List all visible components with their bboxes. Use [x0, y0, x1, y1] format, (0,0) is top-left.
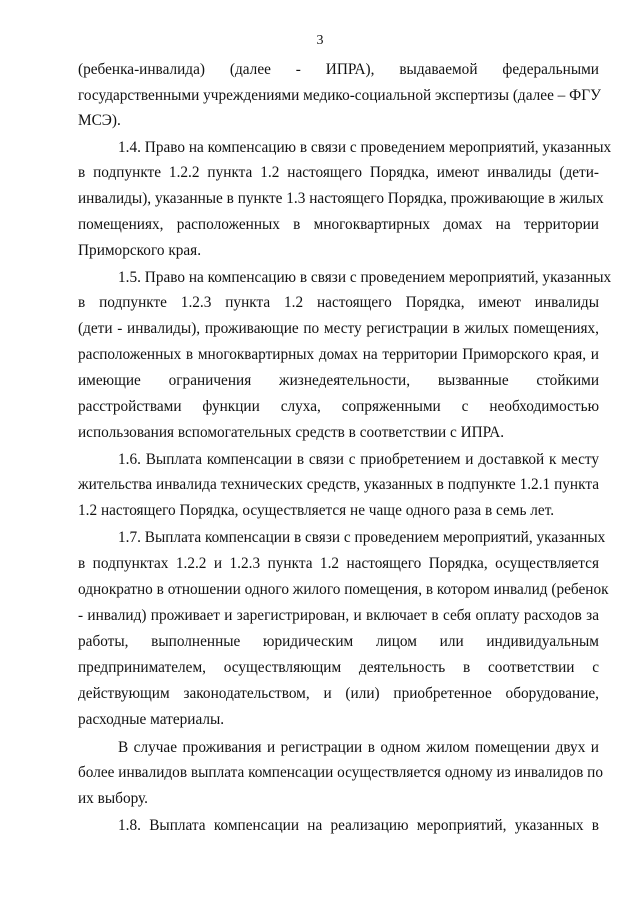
- paragraph-1-8-line: 1.8. Выплата компенсации на реализацию мероприятий, указанных в: [118, 817, 599, 834]
- paragraph-line: В случае проживания и регистрации в одном жилом помещении двух и: [118, 739, 599, 756]
- text-line: более инвалидов выплата компенсации осуществляется одному из инвалидов по: [78, 764, 603, 781]
- paragraph-1-4-line: 1.4. Право на компенсацию в связи с проведением мероприятий, указанных: [118, 139, 612, 156]
- text-line: действующим законодательством, и (или) приобретенное оборудование,: [78, 685, 599, 702]
- text-line: помещениях, расположенных в многоквартирных домах на территории: [78, 216, 599, 233]
- paragraph-1-5-line: 1.5. Право на компенсацию в связи с проведением мероприятий, указанных: [118, 269, 612, 286]
- text-line: расстройствами функции слуха, сопряженными с необходимостью: [78, 398, 599, 415]
- text-line: 1.2 настоящего Порядка, осуществляется не чаще одного раза в семь лет.: [78, 502, 555, 519]
- text-line: государственными учреждениями медико-социальной экспертизы (далее – ФГУ: [78, 87, 601, 104]
- text-line: имеющие ограничения жизнедеятельности, вызванные стойкими: [78, 372, 599, 389]
- text-line: в подпункте 1.2.3 пункта 1.2 настоящего Порядка, имеют инвалиды: [78, 294, 599, 311]
- text-line: инвалиды), указанные в пункте 1.3 настоящего Порядка, проживающие в жилых: [78, 190, 604, 207]
- text-line: в подпункте 1.2.2 пункта 1.2 настоящего Порядка, имеют инвалиды (дети-: [78, 164, 599, 181]
- text-line: (дети - инвалиды), проживающие по месту регистрации в жилых помещениях,: [78, 320, 599, 337]
- text-line: однократно в отношении одного жилого помещения, в котором инвалид (ребенок: [78, 581, 609, 598]
- page-number: 3: [316, 33, 324, 48]
- text-line: жительства инвалида технических средств, указанных в подпункте 1.2.1 пункта: [78, 476, 599, 493]
- text-line: МСЭ).: [78, 112, 121, 129]
- text-line: (ребенка-инвалида) (далее - ИПРА), выдаваемой федеральными: [78, 61, 599, 78]
- text-line: - инвалид) проживает и зарегистрирован, и включает в себя оплату расходов за: [78, 607, 599, 624]
- paragraph-1-7-line: 1.7. Выплата компенсации в связи с проведением мероприятий, указанных: [118, 529, 606, 546]
- text-line: расходные материалы.: [78, 711, 225, 728]
- text-line: работы, выполненные юридическим лицом или индивидуальным: [78, 633, 599, 650]
- text-line: использования вспомогательных средств в соответствии с ИПРА.: [78, 424, 505, 441]
- paragraph-1-6-line: 1.6. Выплата компенсации в связи с приобретением и доставкой к месту: [118, 451, 599, 468]
- text-line: расположенных в многоквартирных домах на территории Приморского края, и: [78, 346, 599, 363]
- text-line: Приморского края.: [78, 242, 202, 259]
- text-line: в подпунктах 1.2.2 и 1.2.3 пункта 1.2 настоящего Порядка, осуществляется: [78, 555, 599, 572]
- text-line: предпринимателем, осуществляющим деятельность в соответствии с: [78, 659, 599, 676]
- text-line: их выбору.: [78, 790, 148, 807]
